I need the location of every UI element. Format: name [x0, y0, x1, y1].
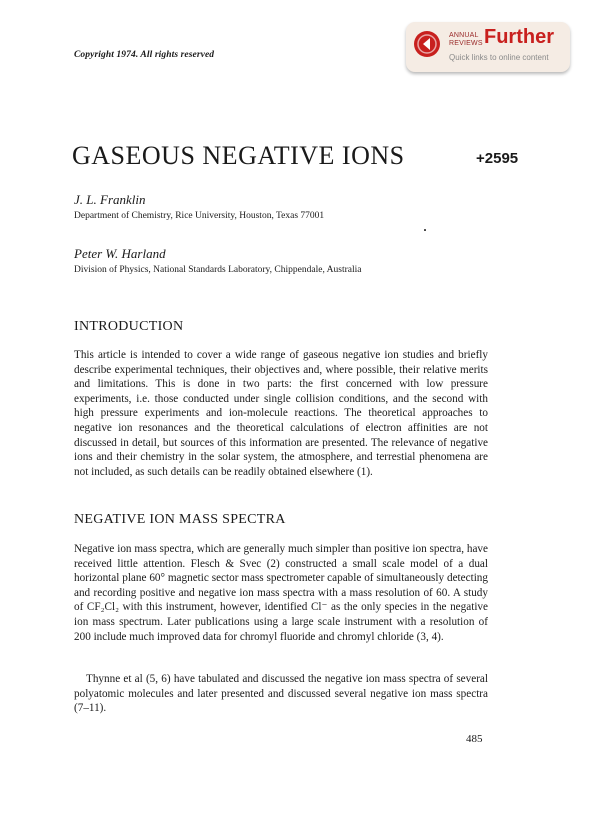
author-affiliation: Department of Chemistry, Rice University, Houston, Texas 77001	[74, 211, 325, 221]
section-heading-negative-ion-mass-spectra: NEGATIVE ION MASS SPECTRA	[74, 512, 286, 527]
badge-subtitle: Quick links to online content	[449, 53, 549, 62]
author-name: Peter W. Harland	[74, 246, 166, 261]
paragraph: Negative ion mass spectra, which are generally much simpler than positive ion spectra, have received little attention. Flesch & Svec (2) constructed a small scale model of a dual horizontal plane 60° magnetic sector mass spectrometer capable of simultaneously detecting and recording positive and negative ion mass spectra with a mass resolution of 60. A study of CF₂Cl₂ with this instrument, however, identified Cl⁻ as the only species in the negative ion mass spectrum. Later publications using a large scale instrument with a resolution of 200 include much improved data for chromyl fluoride and chromyl chloride (3, 4).	[74, 543, 488, 643]
badge-further-text: Further	[484, 26, 554, 48]
badge-reviews-text: REVIEWS	[449, 40, 483, 47]
further-arrow-icon	[413, 30, 441, 58]
article-title: GASEOUS NEGATIVE IONS	[72, 141, 405, 170]
author-name: J. L. Franklin	[74, 192, 146, 207]
paragraph: This article is intended to cover a wide range of gaseous negative ion studies and briefly describe experimental techniques, their objectives and, where possible, their relative merits and limitations. This is done in two parts: the first concerned with low pressure experiments, i.e. those conducted under single collision conditions, and the second with high pressure experiments and ion-molecule reactions. The theoretical approaches to negative ion resonances and the theoretical calculations of electron affinities are not discussed in detail, but sources of this information are presented. The relevance of negative ions and their chemistry in the solar system, the atmosphere, and terrestial phenomena are not included, as such details can be readily obtained elsewhere (1).	[74, 349, 488, 478]
annual-reviews-further-badge[interactable]	[406, 22, 570, 72]
stray-dot	[424, 229, 426, 231]
copyright-notice: Copyright 1974. All rights reserved	[74, 50, 215, 60]
page-number: 485	[466, 733, 483, 745]
author-affiliation: Division of Physics, National Standards Laboratory, Chippendale, Australia	[74, 265, 362, 275]
reference-number: +2595	[476, 150, 519, 167]
badge-annual-text: ANNUAL	[449, 32, 479, 39]
section-heading-introduction: INTRODUCTION	[74, 319, 184, 334]
paragraph: Thynne et al (5, 6) have tabulated and discussed the negative ion mass spectra of several polyatomic molecules and later presented and discussed several negative ion mass spectra (7–11).	[74, 673, 488, 715]
